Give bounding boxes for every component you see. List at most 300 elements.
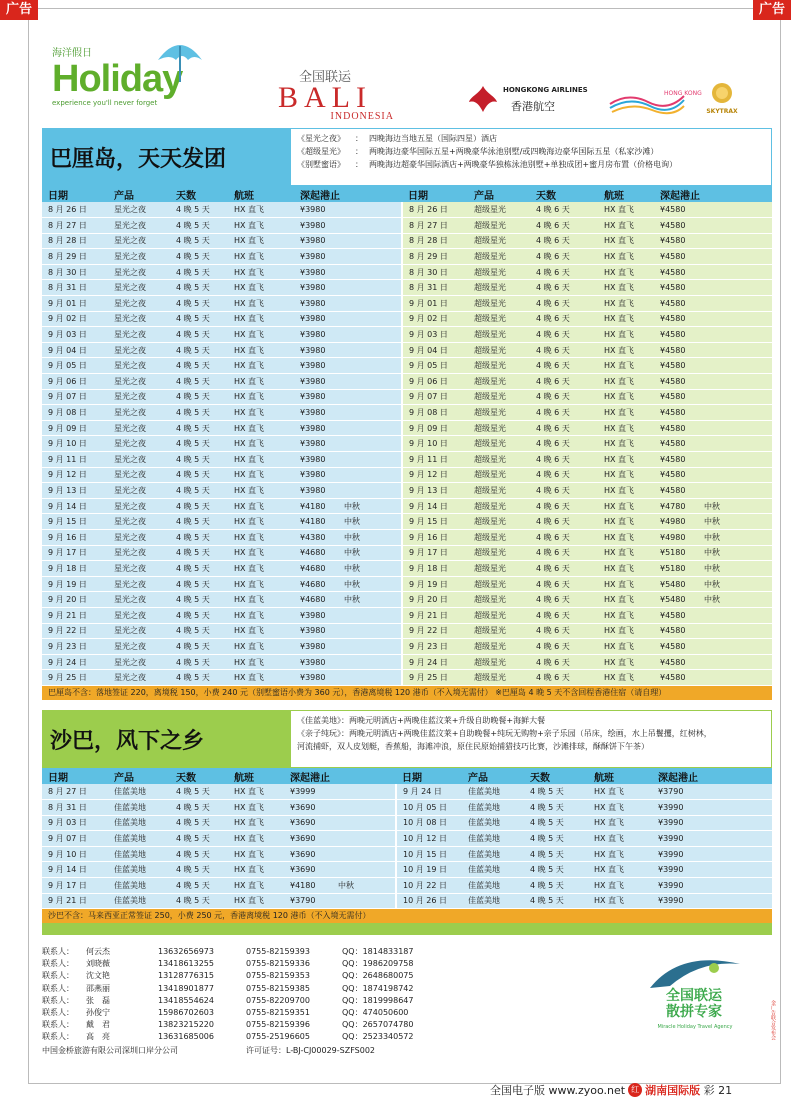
table-cell: HX 直飞	[228, 815, 284, 831]
table-row	[42, 862, 772, 878]
umbrella-icon	[154, 34, 206, 86]
desc-key: 《佳蓝美地》	[297, 716, 341, 725]
table-cell: ¥4580	[654, 623, 698, 639]
table-cell: 4 晚 5 天	[170, 358, 228, 374]
table-cell: 10 月 19 日	[396, 862, 462, 878]
table-header: 日期	[42, 768, 108, 784]
table-cell: HX 直飞	[228, 514, 294, 530]
desc-row	[297, 727, 765, 740]
table-cell: 8 月 28 日	[402, 233, 468, 249]
table-cell: ¥5480	[654, 576, 698, 592]
table-cell: HX 直飞	[228, 784, 284, 800]
table-cell: ¥5180	[654, 545, 698, 561]
table-cell: 4 晚 5 天	[524, 800, 588, 816]
contact-field: 0755-82159353	[246, 971, 310, 981]
desc-key: 《亲子纯玩》	[297, 729, 341, 738]
table-cell: 9 月 08 日	[42, 405, 108, 421]
table-cell: 4 晚 6 天	[530, 296, 598, 312]
table-cell: 9 月 24 日	[402, 654, 468, 670]
table-cell: ¥4580	[654, 483, 698, 499]
table-cell	[338, 420, 402, 436]
table-row	[42, 280, 772, 296]
table-cell: ¥4680	[294, 545, 338, 561]
table-cell: 4 晚 5 天	[170, 784, 228, 800]
contact-field: 联系人：	[42, 1032, 74, 1042]
table-cell	[332, 893, 396, 909]
table-cell: 4 晚 6 天	[530, 249, 598, 265]
table-cell: HX 直飞	[598, 467, 654, 483]
table-cell	[338, 467, 402, 483]
table-cell	[338, 342, 402, 358]
table-cell: 超级星光	[468, 561, 530, 577]
table-cell: ¥4580	[654, 374, 698, 390]
table-cell: ¥3980	[294, 420, 338, 436]
table-cell: HX 直飞	[598, 623, 654, 639]
table-cell: 佳蓝美地	[108, 893, 170, 909]
license-number: 许可证号：L-BJ-CJ00029-SZFS002	[246, 1045, 376, 1055]
table-header: 天数	[170, 768, 228, 784]
table-header: 天数	[524, 768, 588, 784]
table-cell: ¥3980	[294, 218, 338, 234]
table-cell: 4 晚 5 天	[170, 623, 228, 639]
table-cell	[338, 389, 402, 405]
table-cell: HX 直飞	[588, 831, 652, 847]
table-cell: 9 月 24 日	[396, 784, 462, 800]
table-cell: 4 晚 6 天	[530, 436, 598, 452]
table-cell	[338, 374, 402, 390]
table-cell	[338, 358, 402, 374]
brand2-line1: 全国联运	[666, 988, 722, 1004]
table-cell: 9 月 04 日	[42, 342, 108, 358]
table-row	[42, 529, 772, 545]
bali-header	[42, 128, 772, 186]
table-cell: 9 月 20 日	[402, 592, 468, 608]
table-cell: 10 月 26 日	[396, 893, 462, 909]
table-cell	[338, 670, 402, 686]
table-cell: 佳蓝美地	[108, 831, 170, 847]
table-cell: 4 晚 5 天	[170, 831, 228, 847]
table-cell: 9 月 18 日	[402, 561, 468, 577]
table-cell: HX 直飞	[598, 452, 654, 468]
table-cell: 8 月 27 日	[402, 218, 468, 234]
table-row	[42, 592, 772, 608]
table-row	[42, 514, 772, 530]
table-cell: 超级星光	[468, 358, 530, 374]
table-cell: ¥3690	[284, 815, 332, 831]
table-header: 天数	[530, 186, 598, 202]
table-cell: 佳蓝美地	[462, 862, 524, 878]
table-cell: 4 晚 6 天	[530, 218, 598, 234]
desc-row	[297, 714, 765, 727]
table-cell: HX 直飞	[598, 202, 654, 218]
table-cell: 9 月 12 日	[402, 467, 468, 483]
table-cell: 10 月 22 日	[396, 878, 462, 894]
table-cell: HX 直飞	[228, 467, 294, 483]
contact-field: 孙俊宁	[86, 1008, 110, 1018]
table-cell: 星光之夜	[108, 452, 170, 468]
table-cell: 超级星光	[468, 327, 530, 343]
table-cell: HX 直飞	[588, 878, 652, 894]
table-cell: 4 晚 5 天	[170, 249, 228, 265]
table-cell: HX 直飞	[598, 561, 654, 577]
table-cell: ¥4580	[654, 233, 698, 249]
table-cell: 4 晚 5 天	[170, 670, 228, 686]
table-cell: HX 直飞	[598, 576, 654, 592]
desc-value: 两晚海边超豪华国际酒店+两晚豪华独栋泳池别墅+单独成团+蜜月房布置（价格电询）	[369, 160, 678, 169]
table-cell: ¥3690	[284, 800, 332, 816]
table-cell: 中秋	[338, 514, 402, 530]
table-cell: ¥3980	[294, 623, 338, 639]
contact-field: 13418554624	[158, 995, 214, 1005]
table-cell: ¥3980	[294, 654, 338, 670]
table-row	[42, 893, 772, 909]
table-cell: HX 直飞	[598, 311, 654, 327]
table-cell: 中秋	[698, 592, 772, 608]
table-cell: HX 直飞	[228, 233, 294, 249]
table-cell: 超级星光	[468, 249, 530, 265]
table-cell	[698, 311, 772, 327]
table-header: 深起港止	[294, 186, 402, 202]
table-cell: HX 直飞	[598, 358, 654, 374]
table-cell: HX 直飞	[588, 862, 652, 878]
table-cell: 9 月 23 日	[402, 639, 468, 655]
table-cell: 中秋	[698, 561, 772, 577]
table-cell: 4 晚 5 天	[170, 452, 228, 468]
bali-section	[42, 128, 772, 700]
contact-field: 0755-82159351	[246, 1008, 310, 1018]
table-cell: 中秋	[698, 514, 772, 530]
table-cell	[698, 467, 772, 483]
table-header: 深起港止	[654, 186, 772, 202]
table-cell: 9 月 15 日	[402, 514, 468, 530]
table-cell: 4 晚 6 天	[530, 233, 598, 249]
table-cell: HX 直飞	[228, 831, 284, 847]
table-cell: 10 月 12 日	[396, 831, 462, 847]
table-cell: HX 直飞	[588, 893, 652, 909]
table-header: 日期	[396, 768, 462, 784]
skytrax-text: SKYTRAX	[706, 108, 738, 115]
contact-row	[42, 1031, 482, 1043]
table-cell: ¥3980	[294, 264, 338, 280]
table-cell: ¥4580	[654, 327, 698, 343]
table-cell: 超级星光	[468, 529, 530, 545]
table-cell: 8 月 29 日	[402, 249, 468, 265]
table-cell	[698, 327, 772, 343]
table-cell: 星光之夜	[108, 311, 170, 327]
table-cell: ¥4680	[294, 592, 338, 608]
table-cell: HX 直飞	[228, 249, 294, 265]
table-cell	[698, 405, 772, 421]
table-cell: 4 晚 5 天	[170, 327, 228, 343]
table-cell: 4 晚 6 天	[530, 467, 598, 483]
hka-cn: 香港航空	[511, 100, 555, 113]
table-cell: HX 直飞	[598, 545, 654, 561]
table-cell: 4 晚 5 天	[170, 405, 228, 421]
table-cell: 9 月 16 日	[42, 529, 108, 545]
table-cell: HX 直飞	[228, 561, 294, 577]
table-cell: HX 直飞	[228, 607, 294, 623]
company-name: 中国金桥旅游有限公司深圳口岸分公司	[42, 1045, 178, 1055]
table-cell: 4 晚 5 天	[170, 815, 228, 831]
table-cell: 4 晚 6 天	[530, 264, 598, 280]
table-cell: 星光之夜	[108, 342, 170, 358]
bali-schedule-table	[42, 186, 772, 686]
brand2-line2: 散拼专家	[666, 1004, 722, 1020]
table-header: 航班	[588, 768, 652, 784]
table-cell: HX 直飞	[588, 784, 652, 800]
table-cell: HX 直飞	[598, 592, 654, 608]
table-cell: 9 月 07 日	[42, 389, 108, 405]
table-cell: 中秋	[698, 545, 772, 561]
table-cell: 佳蓝美地	[108, 878, 170, 894]
contact-field: 联系人：	[42, 983, 74, 993]
table-cell: ¥4580	[654, 654, 698, 670]
table-row	[42, 233, 772, 249]
contact-row	[42, 983, 482, 995]
quanguo-brand-logo	[640, 948, 750, 1034]
table-cell: 8 月 27 日	[42, 218, 108, 234]
table-cell	[332, 846, 396, 862]
desc-key: 《超级星光》	[297, 147, 345, 156]
table-cell: 超级星光	[468, 202, 530, 218]
table-cell: 中秋	[338, 561, 402, 577]
table-cell: 4 晚 6 天	[530, 639, 598, 655]
table-cell: 9 月 13 日	[402, 483, 468, 499]
contact-field: QQ：1819998647	[342, 995, 414, 1005]
table-row	[42, 623, 772, 639]
table-cell	[332, 831, 396, 847]
table-cell: HX 直飞	[228, 311, 294, 327]
table-cell: 星光之夜	[108, 498, 170, 514]
sabah-header	[42, 710, 772, 768]
table-cell: 4 晚 5 天	[170, 264, 228, 280]
hka-en: HONGKONG AIRLINES	[503, 86, 588, 94]
table-cell: HX 直飞	[598, 374, 654, 390]
table-cell	[338, 233, 402, 249]
table-cell: 超级星光	[468, 436, 530, 452]
table-cell: HX 直飞	[588, 846, 652, 862]
holiday-wordmark: Holiday	[52, 58, 183, 100]
table-cell: 4 晚 5 天	[170, 311, 228, 327]
table-cell: 超级星光	[468, 342, 530, 358]
table-cell	[332, 862, 396, 878]
table-cell: 4 晚 5 天	[170, 202, 228, 218]
table-cell: HX 直飞	[228, 483, 294, 499]
table-cell: 9 月 19 日	[42, 576, 108, 592]
table-cell: ¥4580	[654, 264, 698, 280]
table-cell	[698, 389, 772, 405]
footer-circle-icon: 红	[628, 1083, 642, 1097]
table-cell: HX 直飞	[598, 218, 654, 234]
table-cell: HX 直飞	[588, 815, 652, 831]
contact-field: 沈文艳	[86, 971, 110, 981]
table-cell: 4 晚 5 天	[170, 514, 228, 530]
contact-field: 13418613255	[158, 959, 214, 969]
table-cell: 9 月 11 日	[42, 452, 108, 468]
table-cell: HX 直飞	[228, 623, 294, 639]
table-cell: HX 直飞	[228, 202, 294, 218]
table-cell: HX 直飞	[598, 249, 654, 265]
desc-key: 《别墅蜜语》	[297, 160, 345, 169]
table-cell: ¥4580	[654, 420, 698, 436]
page-footer	[490, 1082, 732, 1098]
table-cell: 10 月 08 日	[396, 815, 462, 831]
table-cell: ¥5180	[654, 561, 698, 577]
table-cell: HX 直飞	[598, 483, 654, 499]
table-cell: 超级星光	[468, 311, 530, 327]
table-cell: HX 直飞	[228, 639, 294, 655]
table-cell: ¥3980	[294, 607, 338, 623]
table-cell: 9 月 06 日	[402, 374, 468, 390]
table-cell: 4 晚 5 天	[524, 815, 588, 831]
contact-field: 0755-82159336	[246, 959, 310, 969]
table-cell: 星光之夜	[108, 545, 170, 561]
table-cell	[698, 249, 772, 265]
table-cell: 8 月 27 日	[42, 784, 108, 800]
table-row	[42, 249, 772, 265]
table-cell: 佳蓝美地	[108, 784, 170, 800]
table-cell	[698, 483, 772, 499]
table-cell: 佳蓝美地	[108, 815, 170, 831]
table-cell: 9 月 14 日	[402, 498, 468, 514]
table-cell: 9 月 01 日	[402, 296, 468, 312]
contact-field: QQ：2657074780	[342, 1020, 414, 1030]
table-cell: ¥4780	[654, 498, 698, 514]
table-cell: ¥4580	[654, 342, 698, 358]
table-cell: 超级星光	[468, 592, 530, 608]
table-cell: 9 月 14 日	[42, 498, 108, 514]
table-cell: ¥4680	[294, 561, 338, 577]
table-cell: 9 月 03 日	[42, 815, 108, 831]
hongkong-brand-logo	[608, 86, 702, 116]
contact-field: QQ：474050600	[342, 1008, 409, 1018]
desc-row	[297, 158, 765, 171]
desc-value: 两晚海边豪华国际五星+两晚豪华泳池别墅/或四晚海边豪华国际五星（私家沙滩）	[369, 147, 659, 156]
contact-field: 何云杰	[86, 947, 110, 956]
desc-colon: ：	[355, 134, 363, 143]
holiday-cn: 海洋假日	[52, 48, 92, 59]
quanguo-text: 全国联运	[298, 70, 351, 85]
table-row	[42, 607, 772, 623]
table-cell: ¥3690	[284, 831, 332, 847]
table-cell: ¥4580	[654, 405, 698, 421]
table-cell: 4 晚 6 天	[530, 623, 598, 639]
table-row	[42, 296, 772, 312]
table-cell	[338, 623, 402, 639]
table-cell: HX 直飞	[228, 296, 294, 312]
table-cell: 超级星光	[468, 607, 530, 623]
table-row	[42, 654, 772, 670]
table-row	[42, 264, 772, 280]
table-cell: 10 月 15 日	[396, 846, 462, 862]
table-cell: 9 月 17 日	[42, 545, 108, 561]
table-cell: ¥4580	[654, 639, 698, 655]
table-cell: 4 晚 5 天	[524, 893, 588, 909]
table-cell: 星光之夜	[108, 467, 170, 483]
table-cell	[338, 264, 402, 280]
table-cell: 4 晚 5 天	[170, 218, 228, 234]
table-cell: 星光之夜	[108, 218, 170, 234]
table-cell	[698, 233, 772, 249]
table-cell: ¥4180	[284, 878, 332, 894]
table-cell: HX 直飞	[598, 498, 654, 514]
table-row	[42, 576, 772, 592]
table-row	[42, 358, 772, 374]
vertical-note: 金广告联合发布会	[770, 1000, 776, 1040]
table-cell: 中秋	[698, 529, 772, 545]
table-cell: ¥4580	[654, 467, 698, 483]
table-cell: 4 晚 5 天	[170, 296, 228, 312]
table-cell: HX 直飞	[228, 800, 284, 816]
desc-value: 河流捕虾，双人皮划艇，香蕉船，海滩冲浪，原住民原始捕猎技巧比赛，沙滩排球，酥酥饼下午茶）	[297, 742, 649, 751]
desc-colon: ：	[341, 716, 349, 725]
table-cell: 超级星光	[468, 296, 530, 312]
table-cell: 中秋	[338, 529, 402, 545]
table-cell: HX 直飞	[598, 296, 654, 312]
table-cell: ¥4580	[654, 202, 698, 218]
table-cell	[698, 296, 772, 312]
sabah-exclusions-note: 沙巴不含：马来西亚正常签证 250，小费 250 元，香港离境税 120 港币（不入境无需付）	[42, 909, 772, 923]
table-cell: ¥3990	[652, 831, 772, 847]
table-cell	[332, 800, 396, 816]
ad-tag-left: 广告	[0, 0, 38, 20]
table-cell: HX 直飞	[228, 878, 284, 894]
table-cell: ¥3980	[294, 233, 338, 249]
desc-value: 四晚海边当地五星（国际四星）酒店	[369, 134, 497, 143]
table-cell: 4 晚 6 天	[530, 529, 598, 545]
table-cell: ¥4580	[654, 670, 698, 686]
table-cell: 星光之夜	[108, 561, 170, 577]
table-cell: ¥3980	[294, 483, 338, 499]
contact-field: 0755-82209700	[246, 995, 310, 1005]
table-cell: 星光之夜	[108, 202, 170, 218]
brand2-sub: Miracle Holiday Travel Agency	[657, 1024, 733, 1030]
table-cell: 4 晚 6 天	[530, 202, 598, 218]
table-cell: 4 晚 5 天	[170, 561, 228, 577]
table-cell: ¥3980	[294, 296, 338, 312]
table-cell: ¥3790	[284, 893, 332, 909]
table-cell: ¥3980	[294, 374, 338, 390]
table-cell: 9 月 05 日	[42, 358, 108, 374]
table-cell: 9 月 21 日	[42, 607, 108, 623]
table-cell: 4 晚 5 天	[170, 483, 228, 499]
table-cell: HX 直飞	[228, 436, 294, 452]
table-cell: HX 直飞	[228, 420, 294, 436]
table-cell: 超级星光	[468, 280, 530, 296]
table-cell	[698, 342, 772, 358]
table-cell	[698, 623, 772, 639]
contact-field: 高 亮	[86, 1032, 110, 1042]
table-cell	[698, 607, 772, 623]
table-header: 深起港止	[652, 768, 772, 784]
table-cell: 超级星光	[468, 452, 530, 468]
table-cell: ¥4180	[294, 514, 338, 530]
holiday-tagline: experience you'll never forget	[52, 99, 158, 107]
table-cell: ¥3980	[294, 311, 338, 327]
table-cell: ¥4580	[654, 358, 698, 374]
table-cell: HX 直飞	[228, 374, 294, 390]
table-cell: 10 月 05 日	[396, 800, 462, 816]
contact-field: 邵燕丽	[86, 983, 110, 993]
desc-row	[297, 145, 765, 158]
table-cell: 4 晚 5 天	[170, 576, 228, 592]
table-cell: HX 直飞	[228, 576, 294, 592]
table-cell: ¥4580	[654, 296, 698, 312]
table-row	[42, 311, 772, 327]
table-cell: ¥3980	[294, 249, 338, 265]
table-cell: 星光之夜	[108, 436, 170, 452]
table-cell: HX 直飞	[228, 218, 294, 234]
